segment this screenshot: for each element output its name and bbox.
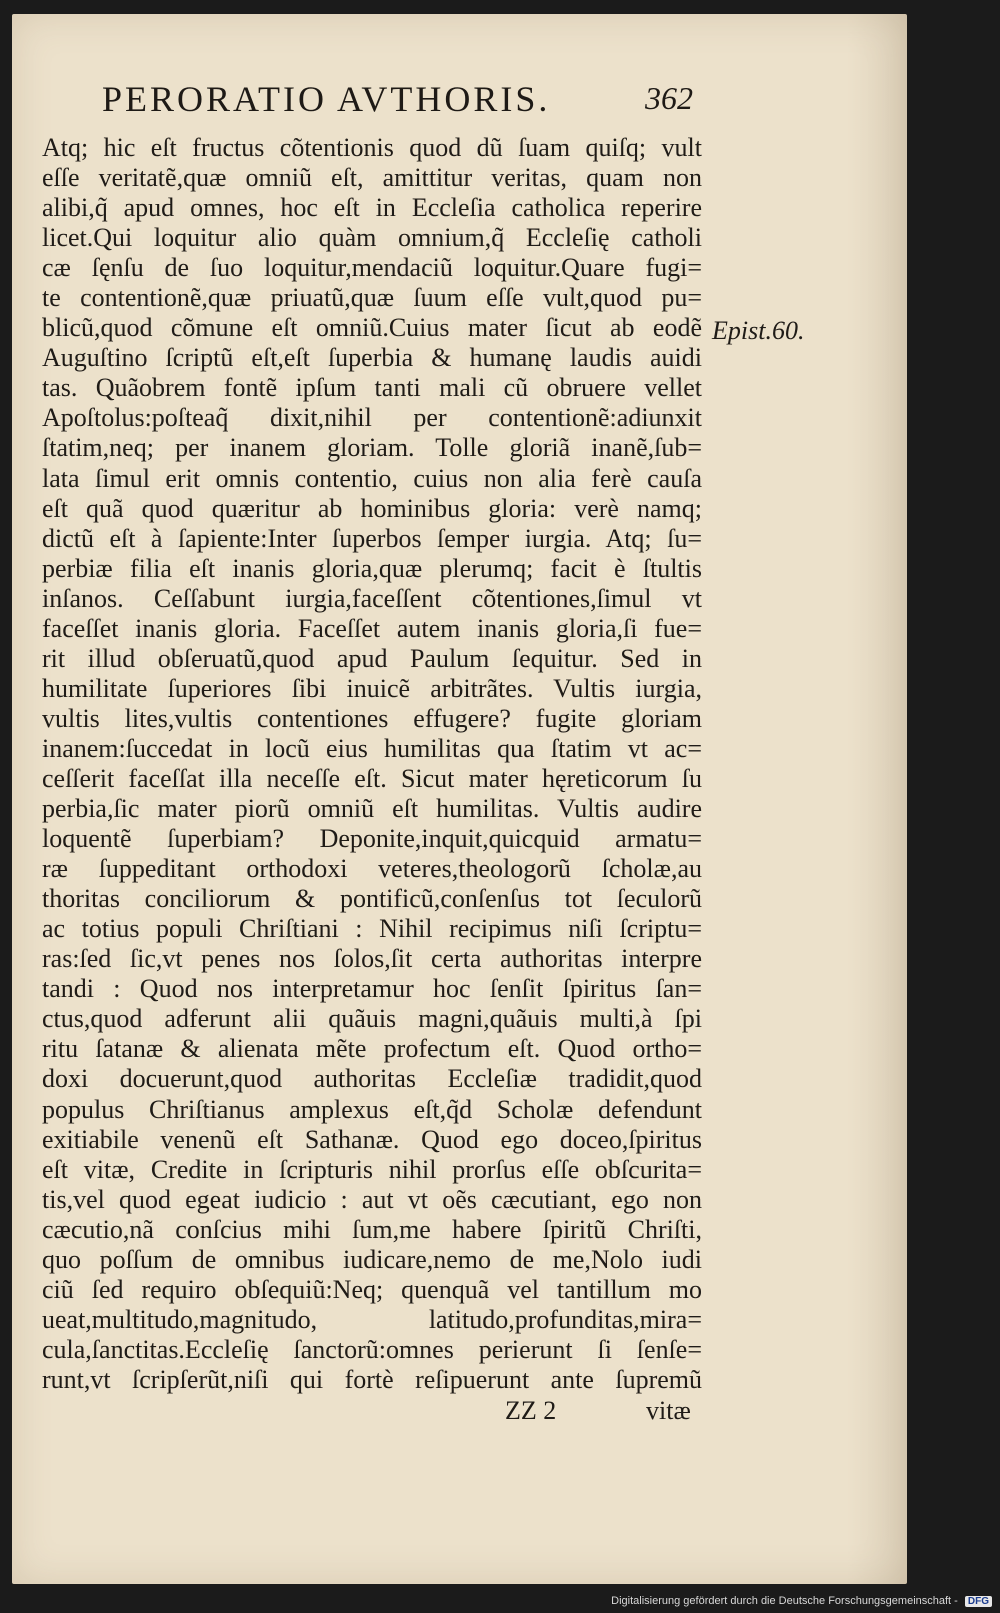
text-line: Atq; hic eſt fructus cõtentionis quod dũ ſuam quiſq; vult (42, 133, 702, 162)
text-line: tis,vel quod egeat iudicio : aut vt oẽs cæcutiant, ego non (42, 1184, 702, 1214)
body-text (42, 133, 702, 1395)
text-line: quo poſſum de omnibus iudicare,nemo de me,Nolo iudi (42, 1244, 702, 1274)
text-line: doxi docuerunt,quod authoritas Eccleſiæ tradidit,quod (42, 1064, 702, 1094)
page-edge-shading (847, 14, 907, 1584)
text-line: perbia,ſic mater piorũ omniũ eſt humilitas. Vultis audire (42, 794, 702, 824)
catchword: vitæ (646, 1396, 691, 1425)
text-line: loquentẽ ſuperbiam? Deponite,inquit,quicquid armatu= (42, 824, 702, 854)
text-line: ræ ſuppeditant orthodoxi veteres,theologorũ ſcholæ,au (42, 854, 702, 884)
text-line: humilitate ſuperiores ſibi inuicẽ arbitrãtes. Vultis iurgia, (42, 673, 702, 703)
text-line: faceſſet inanis gloria. Faceſſet autem inanis gloria,ſi fue= (42, 613, 702, 643)
text-line: inſanos. Ceſſabunt iurgia,faceſſent cõtentiones,ſimul vt (42, 583, 702, 613)
text-line: eſſe veritatẽ,quæ omniũ eſt, amittitur veritas, quam non (42, 163, 702, 193)
text-line: thoritas conciliorum & pontificũ,conſenſus tot ſeculorũ (42, 884, 702, 914)
text-line: tas. Quãobrem fontẽ ipſum tanti mali cũ obruere vellet (42, 373, 702, 403)
text-line: Apoſtolus:poſteaq̃ dixit,nihil per contentionẽ:adiunxit (42, 403, 702, 433)
text-line: runt,vt ſcripſerũt,niſi qui fortè reſipuerunt ante ſupremũ (42, 1364, 702, 1394)
text-line: te contentionẽ,quæ priuatũ,quæ ſuum eſſe vult,quod pu= (42, 283, 702, 313)
text-line: ueat,multitudo,magnitudo, latitudo,profunditas,mira= (42, 1304, 702, 1334)
text-line: rit illud obſeruatũ,quod apud Paulum ſequitur. Sed in (42, 643, 702, 673)
text-line: ac totius populi Chriſtiani : Nihil recipimus niſi ſcriptu= (42, 914, 702, 944)
text-line: eſt vitæ, Credite in ſcripturis nihil prorſus eſſe obſcurita= (42, 1154, 702, 1184)
text-line: ras:ſed ſic,vt penes nos ſolos,ſit certa authoritas interpre (42, 944, 702, 974)
footer-text: Digitalisierung gefördert durch die Deutsche Forschungsgemeinschaft - (611, 1595, 958, 1607)
running-title: PERORATIO AVTHORIS. (102, 79, 551, 119)
text-line: populus Chriſtianus amplexus eſt,q̃d Scholæ defendunt (42, 1094, 702, 1124)
text-line: eſt quã quod quæritur ab hominibus gloria: verè namq; (42, 493, 702, 523)
marginal-note: Epist.60. (712, 316, 805, 345)
text-line: perbiæ filia eſt inanis gloria,quæ plerumq; facit è ſtultis (42, 553, 702, 583)
text-line: blicũ,quod cõmune eſt omniũ.Cuius mater ſicut ab eodẽ (42, 313, 702, 343)
text-line: cæ ſęnſu de ſuo loquitur,mendaciũ loquitur.Quare fugi= (42, 253, 702, 283)
page-number: 362 (645, 80, 693, 116)
text-line: ritu ſatanæ & alienata mẽte profectum eſt. Quod ortho= (42, 1034, 702, 1064)
text-line: alibi,q̃ apud omnes, hoc eſt in Eccleſia catholica reperire (42, 193, 702, 223)
text-line: dictũ eſt à ſapiente:Inter ſuperbos ſemper iurgia. Atq; ſu= (42, 523, 702, 553)
text-line: inanem:ſuccedat in locũ eius humilitas qua ſtatim vt ac= (42, 733, 702, 763)
text-line: ſtatim,neq; per inanem gloriam. Tolle gloriã inanẽ,ſub= (42, 433, 702, 463)
text-line: lata ſimul erit omnis contentio, cuius non alia ferè cauſa (42, 463, 702, 493)
text-line: ctus,quod adferunt alii quãuis magni,quãuis multi,à ſpi (42, 1004, 702, 1034)
text-line: ceſſerit faceſſat illa neceſſe eſt. Sicut mater hęreticorum ſu (42, 763, 702, 793)
text-line: cæcutio,nã conſcius mihi ſum,me habere ſpiritũ Chriſti, (42, 1214, 702, 1244)
text-line: exitiabile venenũ eſt Sathanæ. Quod ego doceo,ſpiritus (42, 1124, 702, 1154)
digitization-footer (611, 1595, 992, 1607)
text-line: ciũ ſed requiro obſequiũ:Neq; quenquã vel tantillum mo (42, 1274, 702, 1304)
text-line: cula,ſanctitas.Eccleſię ſanctorũ:omnes perierunt ſi ſenſe= (42, 1334, 702, 1364)
text-line: vultis lites,vultis contentiones effugere? fugite gloriam (42, 703, 702, 733)
signature-mark: ZZ 2 (505, 1396, 557, 1425)
dfg-logo: DFG (965, 1596, 992, 1607)
text-line: licet.Qui loquitur alio quàm omnium,q̃ Eccleſię catholi (42, 223, 702, 253)
text-line: tandi : Quod nos interpretamur hoc ſenſit ſpiritus ſan= (42, 974, 702, 1004)
text-line: Auguſtino ſcriptũ eſt,eſt ſuperbia & humanę laudis auidi (42, 343, 702, 373)
